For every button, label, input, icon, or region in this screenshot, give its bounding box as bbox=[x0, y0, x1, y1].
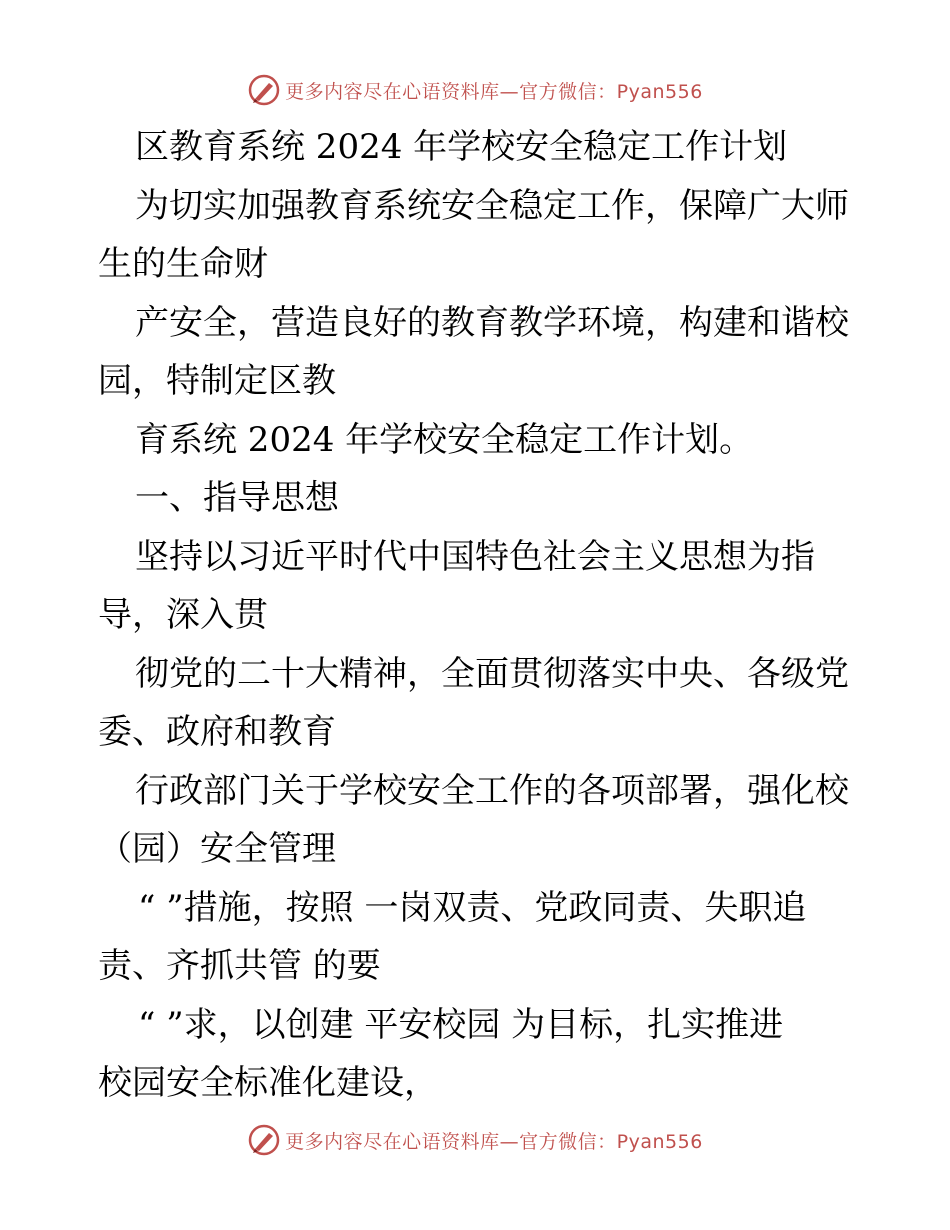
watermark-text: 更多内容尽在心语资料库—官方微信：Pyan556 bbox=[285, 80, 703, 103]
doc-line: “ ”措施，按照 一岗双责、党政同责、失职追 bbox=[138, 887, 807, 928]
doc-line: （园）安全管理 bbox=[98, 829, 336, 869]
doc-line: 委、政府和教育 bbox=[98, 712, 336, 752]
doc-line: “ ”求，以创建 平安校园 为目标，扎实推进 bbox=[138, 1004, 784, 1045]
doc-line: 园，特制定区教 bbox=[98, 361, 336, 401]
pen-logo-icon bbox=[247, 1123, 281, 1157]
doc-line: 为切实加强教育系统安全稳定工作，保障广大师 bbox=[135, 185, 849, 226]
doc-title: 区教育系统 2024 年学校安全稳定工作计划 bbox=[135, 127, 788, 167]
doc-line: 产安全，营造良好的教育教学环境，构建和谐校 bbox=[135, 302, 849, 343]
doc-line: 育系统 2024 年学校安全稳定工作计划。 bbox=[135, 419, 754, 460]
doc-line: 坚持以习近平时代中国特色社会主义思想为指 bbox=[135, 536, 815, 577]
doc-line: 彻党的二十大精神，全面贯彻落实中央、各级党 bbox=[135, 653, 849, 694]
doc-line: 生的生命财 bbox=[98, 244, 268, 284]
pen-logo-icon bbox=[247, 73, 281, 107]
document-body bbox=[98, 118, 858, 1113]
watermark-banner-top bbox=[0, 70, 950, 110]
watermark-banner-bottom bbox=[0, 1120, 950, 1160]
doc-line: 行政部门关于学校安全工作的各项部署，强化校 bbox=[135, 770, 849, 811]
doc-line: 责、齐抓共管 的要 bbox=[98, 946, 381, 986]
section-heading: 一、指导思想 bbox=[135, 478, 339, 518]
watermark-text: 更多内容尽在心语资料库—官方微信：Pyan556 bbox=[285, 1130, 703, 1153]
doc-line: 校园安全标准化建设， bbox=[98, 1063, 438, 1103]
doc-line: 导，深入贯 bbox=[98, 595, 268, 635]
